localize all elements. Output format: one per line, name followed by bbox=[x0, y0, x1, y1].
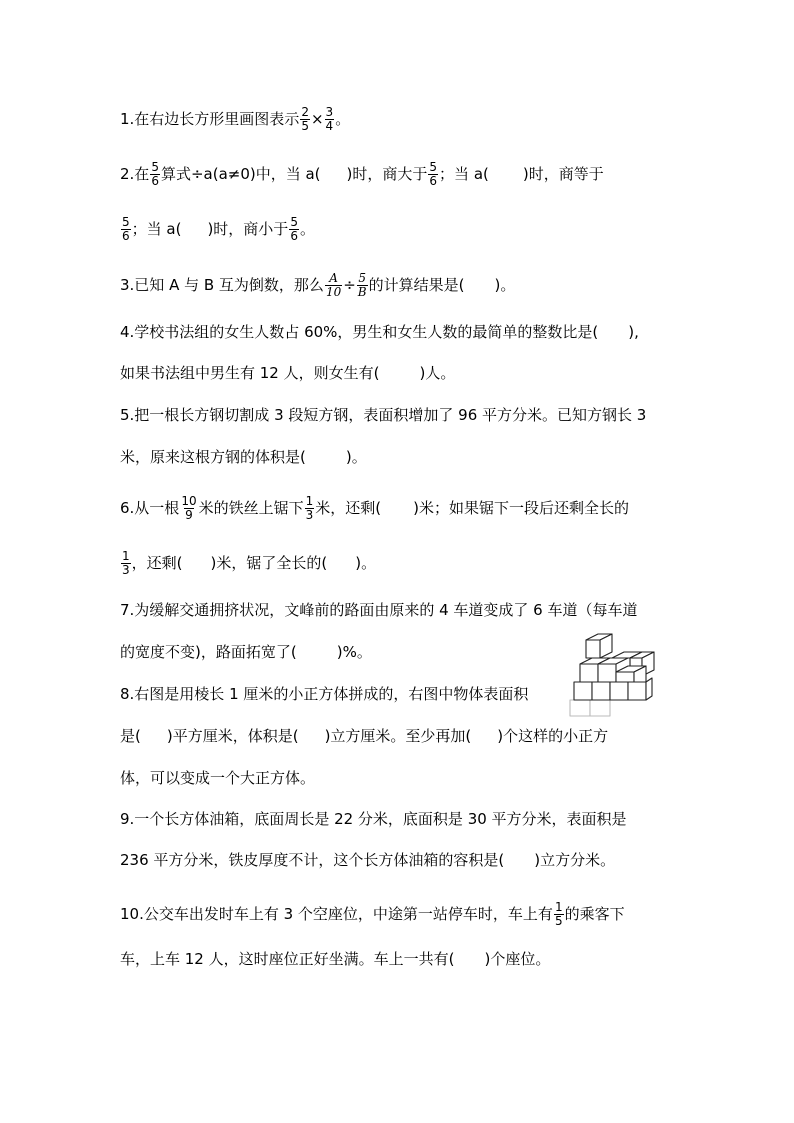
fraction: $\frac{1}{5}$ bbox=[554, 900, 563, 928]
question-10: 10.公交车出发时车上有 3 个空座位，中途第一站停车时，车上有 $\frac{1}{5}$ 的乘客下 bbox=[120, 900, 625, 928]
fraction: $\frac{1}{3}$ bbox=[122, 549, 130, 577]
fraction: $\frac{5}{6}$ bbox=[429, 160, 438, 188]
question-4-continued: 如果书法组中男生有 12 人，则女生有( )人。 bbox=[120, 364, 456, 382]
question-7-continued: 的宽度不变)，路面拓宽了( )%。 bbox=[120, 643, 372, 661]
question-9: 9.一个长方体油箱，底面周长是 22 分米，底面积是 30 平方分米，表面积是 bbox=[120, 810, 627, 828]
question-10-continued: 车，上车 12 人，这时座位正好坐满。车上一共有( )个座位。 bbox=[120, 950, 551, 968]
question-4: 4.学校书法组的女生人数占 60%，男生和女生人数的最简单的整数比是( ), bbox=[120, 323, 639, 341]
fraction: $\frac{10}{9}$ bbox=[181, 494, 197, 522]
fraction: $\frac{5}{6}$ bbox=[151, 160, 159, 188]
fraction: $\frac{5}{B}$ bbox=[357, 271, 367, 299]
fraction: $\frac{A}{10}$ bbox=[325, 271, 342, 299]
question-6-continued: $\frac{1}{3}$ ，还剩( )米，锯了全长的( )。 bbox=[122, 549, 377, 577]
question-1: 1.在右边长方形里画图表示 $\frac{2}{5}$ × $\frac{3}{4}$ 。 bbox=[120, 105, 351, 133]
cube-top bbox=[586, 634, 612, 658]
question-8-continued: 是( )平方厘米，体积是( )立方厘米。至少再加( )个这样的小正方 bbox=[120, 727, 609, 745]
fraction: $\frac{1}{3}$ bbox=[305, 494, 314, 522]
question-5: 5.把一根长方钢切割成 3 段短方钢，表面积增加了 96 平方分米。已知方钢长 3 bbox=[120, 406, 647, 424]
fraction: $\frac{3}{4}$ bbox=[325, 105, 334, 133]
question-7: 7.为缓解交通拥挤状况，文峰前的路面由原来的 4 车道变成了 6 车道（每车道 bbox=[120, 601, 638, 619]
question-3: 3.已知 A 与 B 互为倒数，那么 $\frac{A}{10}$ ÷ $\frac{5}{B}$ 的计算结果是( )。 bbox=[120, 271, 516, 299]
question-8: 8.右图是用棱长 1 厘米的小正方体拼成的，右图中物体表面积 bbox=[120, 685, 529, 703]
question-6: 6.从一根 $\frac{10}{9}$ 米的铁丝上锯下 $\frac{1}{3}$ 米，还剩( )米；如果锯下一段后还剩全长的 bbox=[120, 494, 629, 522]
question-2: 2.在 $\frac{5}{6}$ 算式÷a(a≠0)中，当 a( )时，商大于 $\frac{5}{6}$ ；当 a( )时，商等于 bbox=[120, 160, 604, 188]
question-9-continued: 236 平方分米，铁皮厚度不计，这个长方体油箱的容积是( )立方分米。 bbox=[120, 851, 616, 869]
fraction: $\frac{5}{6}$ bbox=[290, 215, 298, 243]
question-2-continued: $\frac{5}{6}$ ；当 a( )时，商小于 $\frac{5}{6}$ 。 bbox=[122, 215, 315, 243]
fraction: $\frac{5}{6}$ bbox=[122, 215, 130, 243]
cube-figure bbox=[568, 632, 658, 720]
fraction: $\frac{2}{5}$ bbox=[301, 105, 309, 133]
question-5-continued: 米，原来这根方钢的体积是( )。 bbox=[120, 448, 367, 466]
question-8-continued-2: 体，可以变成一个大正方体。 bbox=[120, 769, 316, 787]
